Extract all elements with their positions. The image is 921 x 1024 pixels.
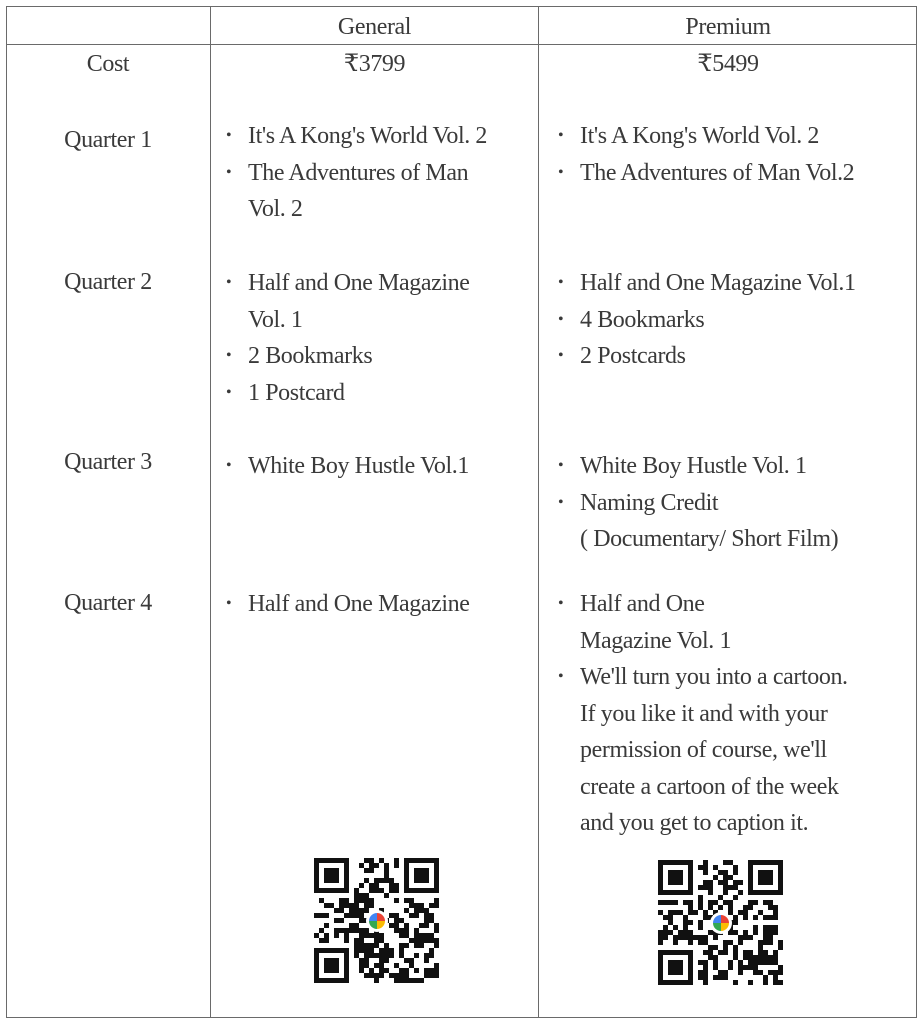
general-quarter-4-list bbox=[222, 586, 532, 623]
list-item: • Naming Credit ( Documentary/ Short Film) bbox=[554, 485, 914, 558]
list-item: • We'll turn you into a cartoon. If you like it and with your permission of course, we'll create a cartoon of the week and you get to caption it. bbox=[554, 659, 914, 842]
list-item: • Half and One Magazine bbox=[222, 586, 532, 623]
list-item: • White Boy Hustle Vol.1 bbox=[222, 448, 532, 485]
google-pay-logo-icon bbox=[366, 910, 388, 932]
cost-general: ₹3799 bbox=[343, 51, 406, 77]
general-quarter-1-list bbox=[222, 118, 532, 228]
general-quarter-2-list bbox=[222, 265, 532, 411]
list-item: • 2 Bookmarks bbox=[222, 338, 532, 375]
cost-premium: ₹5499 bbox=[697, 51, 759, 77]
list-item: • It's A Kong's World Vol. 2 bbox=[554, 118, 914, 155]
premium-quarter-2-list bbox=[554, 265, 914, 375]
row-label-cost: Cost bbox=[86, 51, 130, 77]
column-divider-right bbox=[538, 6, 539, 1018]
premium-quarter-3-list bbox=[554, 448, 914, 558]
general-quarter-3-list bbox=[222, 448, 532, 485]
list-item: • It's A Kong's World Vol. 2 bbox=[222, 118, 532, 155]
list-item: • Half and One Magazine Vol.1 bbox=[554, 265, 914, 302]
list-item: • White Boy Hustle Vol. 1 bbox=[554, 448, 914, 485]
list-item: • Half and One Magazine Vol. 1 bbox=[554, 586, 914, 659]
list-item: • 4 Bookmarks bbox=[554, 302, 914, 339]
header-premium: Premium bbox=[685, 14, 771, 40]
qr-code-premium-icon[interactable] bbox=[658, 860, 784, 986]
column-divider-left bbox=[210, 6, 211, 1018]
qr-code-general-icon[interactable] bbox=[314, 858, 440, 984]
header-general: General bbox=[337, 14, 412, 40]
row-label-quarter-1: Quarter 1 bbox=[64, 127, 152, 153]
google-pay-logo-icon bbox=[710, 912, 732, 934]
row-label-quarter-3: Quarter 3 bbox=[64, 449, 152, 475]
list-item: • 1 Postcard bbox=[222, 375, 532, 412]
list-item: • The Adventures of Man Vol.2 bbox=[554, 155, 914, 192]
list-item: • Half and One Magazine Vol. 1 bbox=[222, 265, 532, 338]
premium-quarter-1-list bbox=[554, 118, 914, 191]
row-label-quarter-2: Quarter 2 bbox=[64, 269, 152, 295]
premium-quarter-4-list bbox=[554, 586, 914, 842]
list-item: • 2 Postcards bbox=[554, 338, 914, 375]
row-label-quarter-4: Quarter 4 bbox=[64, 590, 152, 616]
list-item: • The Adventures of Man Vol. 2 bbox=[222, 155, 532, 228]
